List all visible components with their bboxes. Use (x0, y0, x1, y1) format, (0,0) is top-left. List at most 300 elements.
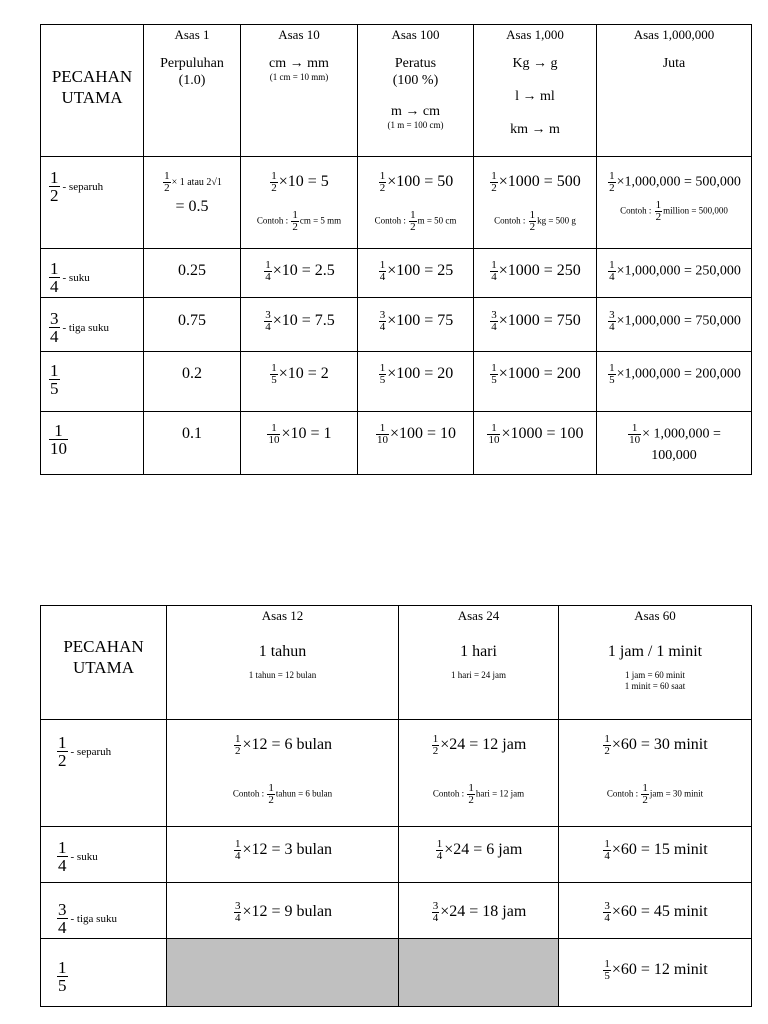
cell-asas-12 (167, 827, 399, 883)
fraction-numerator: 3 (432, 900, 439, 912)
fraction-numerator: 1 (58, 838, 67, 857)
fraction-denominator: 4 (58, 856, 67, 875)
cell-asas-100 (358, 249, 474, 298)
cell-line (559, 734, 751, 757)
cell-line (241, 171, 357, 194)
expression: ×24 = 6 jam (444, 841, 523, 859)
example-prefix: Contoh : (374, 215, 406, 226)
row-label (41, 412, 144, 475)
fraction-denominator: 5 (50, 379, 59, 398)
fraction-numerator: 3 (265, 309, 271, 321)
fraction (57, 839, 68, 874)
expression: ×10 = 7.5 (272, 312, 335, 330)
expression: ×12 = 6 bulan (242, 736, 333, 754)
decimal-value: 0.75 (178, 312, 206, 329)
header-asas-1 (144, 25, 241, 157)
corner-header (41, 606, 167, 720)
fraction-numerator: 3 (491, 309, 497, 321)
fraction-numerator: 1 (468, 782, 474, 794)
table-row (41, 883, 752, 939)
fraction-denominator: 2 (609, 182, 615, 194)
cell-asas-10 (241, 412, 358, 475)
fraction (529, 210, 537, 233)
fraction-numerator: 1 (271, 362, 277, 374)
fraction (49, 362, 60, 397)
fraction-denominator: 4 (234, 912, 241, 924)
fraction-numerator: 1 (609, 362, 615, 374)
fraction-numerator: 1 (604, 958, 610, 970)
fraction-denominator: 4 (604, 912, 610, 924)
row-label (41, 827, 167, 883)
row-label (41, 298, 144, 352)
fraction-numerator: 1 (432, 733, 439, 745)
row-label (41, 249, 144, 298)
fraction (49, 422, 68, 457)
cell-asas-60 (559, 883, 752, 939)
cell-line (241, 210, 357, 233)
table-row (41, 298, 752, 352)
header-title: cm → mm (269, 56, 329, 71)
cell-asas-1000 (474, 352, 597, 412)
asas-label: Asas 1,000 (506, 27, 564, 42)
asas-label: Asas 1,000,000 (633, 27, 715, 42)
cell-line (474, 310, 596, 333)
cell-line (474, 423, 596, 446)
fraction-denominator: 4 (379, 271, 386, 283)
fraction (603, 839, 611, 862)
cell-line (56, 734, 166, 769)
header-title-2: l → ml (515, 89, 555, 104)
example-prefix: Contoh : (620, 205, 652, 216)
fraction-denominator: 4 (379, 321, 386, 333)
cell-line (399, 734, 558, 757)
example: tahun = 6 bulan (275, 788, 333, 799)
fraction (655, 200, 663, 223)
cell-asas-12 (167, 720, 399, 827)
expression: ×10 = 2 (278, 365, 329, 383)
fraction-numerator: 1 (609, 170, 615, 182)
fraction-denominator: 2 (410, 221, 416, 233)
fraction (379, 171, 387, 194)
expression: ×1000 = 100 (501, 425, 584, 443)
fraction (234, 734, 242, 757)
header-asas-12 (167, 606, 399, 720)
fraction-denominator: 2 (529, 221, 536, 233)
fraction-denominator: 2 (379, 182, 386, 194)
table-row (41, 352, 752, 412)
example: cm = 5 mm (299, 215, 342, 226)
fraction-numerator: 1 (58, 733, 67, 752)
cell-asas-1 (144, 352, 241, 412)
cell-asas-10 (241, 298, 358, 352)
cell-asas-10 (241, 352, 358, 412)
header-title-3: m → cm (391, 104, 440, 119)
fraction-denominator: 2 (642, 794, 648, 806)
cell-line (358, 363, 473, 386)
expression: × 1,000,000 = (642, 426, 721, 442)
expression: ×1000 = 500 (498, 173, 581, 191)
header-title: Kg → g (512, 56, 558, 71)
expression: ×24 = 18 jam (440, 903, 527, 921)
fraction-denominator: 10 (629, 434, 641, 446)
fraction (267, 783, 275, 806)
header-sub: (1 cm = 10 mm) (269, 72, 329, 82)
fraction (603, 901, 611, 924)
cell-line (56, 901, 166, 936)
fraction-denominator: 5 (58, 976, 67, 995)
cell-asas-1000000 (597, 412, 752, 475)
row-label (41, 883, 167, 939)
cell-line (597, 171, 751, 194)
header-title-3: km → m (510, 122, 560, 137)
fraction-denominator: 5 (604, 970, 610, 982)
cell-line (48, 260, 143, 295)
cell-line (597, 260, 751, 283)
fraction-numerator: 1 (50, 168, 59, 187)
cell-line (474, 363, 596, 386)
row-label (41, 157, 144, 249)
cell-line (358, 171, 473, 194)
asas-label: Asas 60 (634, 608, 676, 623)
fraction (467, 783, 475, 806)
cell-asas-1000 (474, 249, 597, 298)
fraction-denominator: 2 (604, 745, 610, 757)
fraction-numerator: 1 (604, 838, 610, 850)
cell-line (399, 901, 558, 924)
fraction-denominator: 10 (268, 434, 280, 446)
cell-line (167, 734, 398, 757)
fraction-numerator: 3 (58, 900, 67, 919)
cell-asas-1000 (474, 157, 597, 249)
fraction-numerator: 1 (655, 199, 662, 211)
fraction (432, 901, 440, 924)
cell-asas-100 (358, 412, 474, 475)
header-asas-10 (241, 25, 358, 157)
expression: ×60 = 30 minit (611, 736, 708, 754)
expression: ×1,000,000 = 200,000 (616, 366, 741, 382)
fraction (379, 310, 387, 333)
asas-label: Asas 10 (278, 27, 320, 42)
fraction-numerator: 1 (54, 421, 63, 440)
cell-line (597, 363, 751, 386)
fraction-numerator: 1 (292, 209, 298, 221)
expression: ×60 = 12 minit (611, 961, 708, 979)
cell-asas-1000000 (597, 352, 752, 412)
fraction-denominator: 4 (609, 321, 615, 333)
cell-asas-10 (241, 249, 358, 298)
header-asas-24 (399, 606, 559, 720)
expression: ×1000 = 200 (498, 365, 581, 383)
expression: ×60 = 15 minit (611, 841, 708, 859)
fraction-numerator: 1 (234, 838, 241, 850)
example-prefix: Contoh : (494, 215, 526, 226)
asas-label: Asas 1 (174, 27, 210, 42)
fraction (264, 260, 272, 283)
fraction (234, 839, 242, 862)
cell-asas-1 (144, 412, 241, 475)
cell-line (56, 959, 166, 994)
cell-line (474, 171, 596, 194)
expression: ×10 = 1 (281, 425, 332, 443)
fraction (490, 310, 498, 333)
header-sub-2: 1 minit = 60 saat (624, 681, 686, 691)
cell-line (358, 423, 473, 446)
fraction-numerator: 1 (604, 733, 610, 745)
table-row (41, 939, 752, 1007)
fraction-numerator: 3 (50, 309, 59, 328)
example-prefix: Contoh : (606, 788, 639, 799)
expression: ×100 = 10 (389, 425, 457, 443)
fraction-denominator: 2 (164, 182, 170, 194)
fraction-name: - tiga suku (70, 912, 117, 925)
fraction (641, 783, 649, 806)
fraction (57, 901, 68, 936)
fraction (432, 734, 440, 757)
cell-asas-1 (144, 157, 241, 249)
corner-header (41, 25, 144, 157)
cell-line (474, 210, 596, 233)
fraction-name: - separuh (62, 180, 104, 193)
fraction-numerator: 1 (234, 733, 241, 745)
fraction-denominator: 4 (234, 850, 241, 862)
fraction-name: - suku (70, 850, 98, 863)
fraction (603, 959, 611, 982)
fraction-numerator: 1 (379, 259, 386, 271)
cell-line (358, 310, 473, 333)
expression: ×10 = 2.5 (272, 262, 335, 280)
fraction (409, 210, 417, 233)
cell-line (241, 260, 357, 283)
fraction-numerator: 1 (58, 958, 67, 977)
cell-line (358, 260, 473, 283)
expression: ×60 = 45 minit (611, 903, 708, 921)
fraction (267, 423, 280, 446)
example-prefix: Contoh : (256, 215, 289, 226)
fraction (291, 210, 299, 233)
fraction-denominator: 2 (491, 182, 497, 194)
fraction-denominator: 2 (268, 794, 274, 806)
cell-line (559, 783, 751, 806)
fraction (608, 310, 616, 333)
fraction-numerator: 1 (265, 259, 271, 271)
header-asas-1000000 (597, 25, 752, 157)
fraction-denominator: 2 (292, 221, 298, 233)
cell-line (48, 362, 143, 397)
cell-line (597, 423, 751, 446)
header-sub: 1 hari = 24 jam (450, 670, 507, 680)
example: million = 500,000 (663, 205, 728, 216)
row-label (41, 352, 144, 412)
cell-line (399, 839, 558, 862)
empty-shaded-cell (167, 939, 399, 1007)
fraction-numerator: 1 (50, 259, 59, 278)
fraction-numerator: 1 (271, 422, 277, 434)
fraction-numerator: 1 (642, 782, 648, 794)
header-asas-60 (559, 606, 752, 720)
fraction-denominator: 4 (432, 912, 439, 924)
fraction-numerator: 1 (491, 170, 497, 182)
fraction-table-time (40, 605, 752, 1007)
cell-line (559, 959, 751, 982)
fraction-numerator: 1 (491, 259, 497, 271)
cell-asas-1 (144, 249, 241, 298)
expression: ×1000 = 250 (498, 262, 581, 280)
cell-asas-100 (358, 298, 474, 352)
fraction-denominator: 4 (265, 321, 271, 333)
cell-line (241, 310, 357, 333)
fraction-numerator: 3 (234, 900, 241, 912)
header-title-2: (1.0) (178, 73, 206, 88)
row-label (41, 720, 167, 827)
fraction-numerator: 1 (164, 170, 170, 182)
header-sub: 1 jam = 60 minit (624, 670, 686, 680)
fraction (490, 171, 498, 194)
header-row (41, 606, 752, 720)
fraction (603, 734, 611, 757)
cell-asas-1000000 (597, 157, 752, 249)
fraction (608, 171, 616, 194)
cell-asas-10 (241, 157, 358, 249)
cell-asas-1000 (474, 298, 597, 352)
cell-asas-60 (559, 827, 752, 883)
fraction-name: - suku (62, 271, 90, 284)
cell-line (597, 200, 751, 223)
header-title-2: (100 %) (392, 73, 439, 88)
table-row (41, 249, 752, 298)
fraction-denominator: 2 (432, 745, 439, 757)
corner-label: PECAHAN UTAMA (63, 636, 144, 677)
fraction-numerator: 1 (410, 209, 416, 221)
header-row (41, 25, 752, 157)
cell-asas-100 (358, 352, 474, 412)
fraction (436, 839, 444, 862)
header-sub: (1 m = 100 cm) (387, 120, 444, 130)
header-title: Perpuluhan (160, 56, 224, 71)
fraction-numerator: 1 (271, 170, 277, 182)
header-title: 1 tahun (258, 643, 307, 660)
decimal-value: 0.2 (182, 365, 202, 382)
header-asas-1000 (474, 25, 597, 157)
fraction-numerator: 1 (609, 259, 615, 271)
corner-label: PECAHAN UTAMA (51, 66, 133, 107)
fraction-denominator: 4 (50, 277, 59, 296)
cell-line (167, 783, 398, 806)
fraction-denominator: 5 (609, 374, 615, 386)
cell-line (167, 839, 398, 862)
fraction-numerator: 1 (268, 782, 274, 794)
example: kg = 500 g (537, 215, 576, 226)
asas-label: Asas 100 (391, 27, 440, 42)
cell-line (167, 901, 398, 924)
example-prefix: Contoh : (232, 788, 265, 799)
cell-asas-60 (559, 939, 752, 1007)
example: hari = 12 jam (475, 788, 525, 799)
fraction-numerator: 3 (609, 309, 615, 321)
expression: ×1000 = 750 (498, 312, 581, 330)
cell-line (358, 210, 473, 233)
expression-result: 100,000 (651, 448, 697, 463)
expression: ×100 = 75 (387, 312, 454, 330)
cell-asas-24 (399, 883, 559, 939)
fraction (490, 363, 498, 386)
cell-line (559, 839, 751, 862)
fraction-numerator: 1 (379, 170, 386, 182)
fraction-numerator: 1 (631, 422, 638, 434)
fraction-denominator: 2 (271, 182, 277, 194)
fraction-denominator: 5 (379, 374, 386, 386)
cell-line (48, 310, 143, 345)
expression: ×24 = 12 jam (440, 736, 527, 754)
fraction (628, 423, 641, 446)
fraction-denominator: 4 (58, 918, 67, 937)
fraction (234, 901, 242, 924)
cell-line (48, 422, 143, 457)
fraction-denominator: 2 (468, 794, 474, 806)
example: m = 50 cm (417, 215, 457, 226)
expression: ×100 = 20 (387, 365, 454, 383)
fraction-numerator: 3 (604, 900, 610, 912)
cell-line (56, 839, 166, 874)
fraction (57, 734, 68, 769)
header-sub: 1 tahun = 12 bulan (248, 670, 317, 680)
decimal-alt: × 1 atau 2√1 (171, 177, 222, 189)
expression: ×1,000,000 = 500,000 (616, 174, 741, 190)
decimal-value: 0.25 (178, 262, 206, 279)
expression: ×100 = 25 (387, 262, 454, 280)
expression: ×10 = 5 (278, 173, 329, 191)
cell-asas-24 (399, 827, 559, 883)
expression: ×12 = 9 bulan (242, 903, 333, 921)
empty-shaded-cell (399, 939, 559, 1007)
fraction (49, 310, 60, 345)
fraction (376, 423, 389, 446)
expression: ×12 = 3 bulan (242, 841, 333, 859)
fraction-denominator: 4 (50, 327, 59, 346)
fraction (49, 260, 60, 295)
fraction-denominator: 4 (609, 271, 615, 283)
expression: ×1,000,000 = 750,000 (616, 313, 741, 329)
fraction-denominator: 2 (234, 745, 241, 757)
example: jam = 30 minit (649, 788, 704, 799)
header-title: Peratus (394, 56, 437, 71)
fraction (379, 260, 387, 283)
table-row (41, 720, 752, 827)
fraction-denominator: 4 (604, 850, 610, 862)
fraction-denominator: 2 (58, 751, 67, 770)
fraction-denominator: 4 (491, 271, 497, 283)
fraction-numerator: 1 (379, 422, 386, 434)
cell-asas-100 (358, 157, 474, 249)
asas-label: Asas 12 (261, 608, 304, 623)
fraction-name: - tiga suku (62, 321, 109, 334)
cell-asas-1000000 (597, 249, 752, 298)
header-title: 1 jam / 1 minit (607, 643, 703, 660)
cell-line (399, 783, 558, 806)
cell-asas-24 (399, 720, 559, 827)
fraction (57, 959, 68, 994)
fraction (379, 363, 387, 386)
fraction-denominator: 4 (491, 321, 497, 333)
cell-asas-12 (167, 883, 399, 939)
cell-line (241, 423, 357, 446)
fraction-denominator: 2 (50, 186, 59, 205)
cell-asas-1000 (474, 412, 597, 475)
cell-line (48, 169, 143, 204)
header-title: 1 hari (460, 643, 497, 660)
table-row (41, 827, 752, 883)
cell-asas-1 (144, 298, 241, 352)
fraction-numerator: 1 (379, 362, 386, 374)
